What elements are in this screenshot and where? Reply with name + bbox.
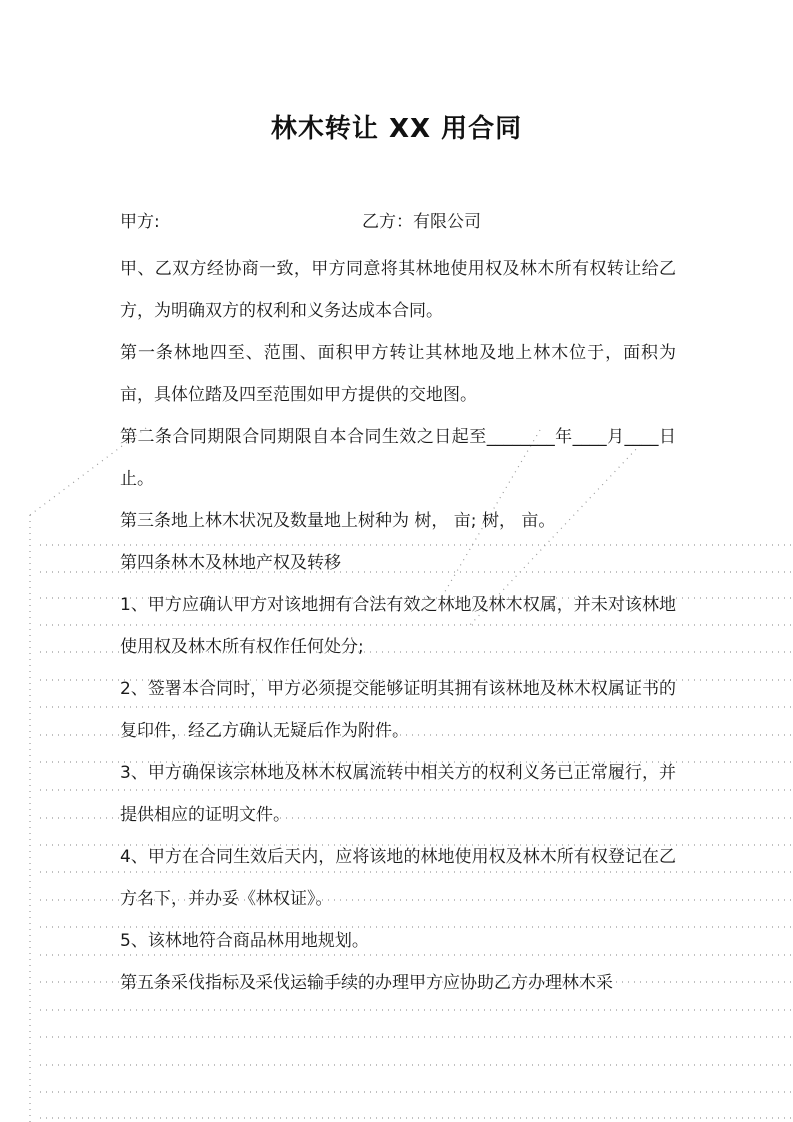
party-a-label: 甲方: [120, 212, 160, 232]
paragraph-item-2: 2、签署本合同时，甲方必须提交能够证明其拥有该林地及林木权属证书的复印件，经乙方确认无疑后作为附件。 [120, 679, 676, 741]
party-row [120, 208, 680, 236]
paragraph-item-4: 4、甲方在合同生效后天内，应将该地的林地使用权及林木所有权登记在乙方名下，并办妥《林权证》。 [120, 847, 676, 909]
paragraph-item-3: 3、甲方确保该宗林地及林木权属流转中相关方的权利义务已正常履行，并提供相应的证明文件。 [120, 763, 676, 825]
paragraph-intro: 甲、乙双方经协商一致，甲方同意将其林地使用权及林木所有权转让给乙方，为明确双方的权利和义务达成本合同。 [120, 259, 676, 321]
paragraph-article-1: 第一条林地四至、范围、面积甲方转让其林地及地上林木位于，面积为亩，具体位踏及四至范围如甲方提供的交地图。 [120, 343, 676, 405]
contract-body [120, 248, 676, 1004]
paragraph-article-2: 第二条合同期限合同期限自本合同生效之日起至________年____月____日止。 [120, 427, 676, 489]
paragraph-item-5: 5、该林地符合商品林用地规划。 [120, 931, 369, 951]
paragraph-article-5: 第五条采伐指标及采伐运输手续的办理甲方应协助乙方办理林木采 [120, 973, 613, 993]
paragraph-article-3: 第三条地上林木状况及数量地上树种为 树， 亩; 树， 亩。 [120, 511, 556, 531]
document-title: 林木转让 XX 用合同 [270, 114, 523, 144]
paragraph-item-1: 1、甲方应确认甲方对该地拥有合法有效之林地及林木权属，并未对该林地使用权及林木所有权作任何处分; [120, 595, 676, 657]
party-b-label: 乙方：有限公司 [362, 212, 481, 232]
paragraph-article-4-heading: 第四条林木及林地产权及转移 [120, 553, 341, 573]
